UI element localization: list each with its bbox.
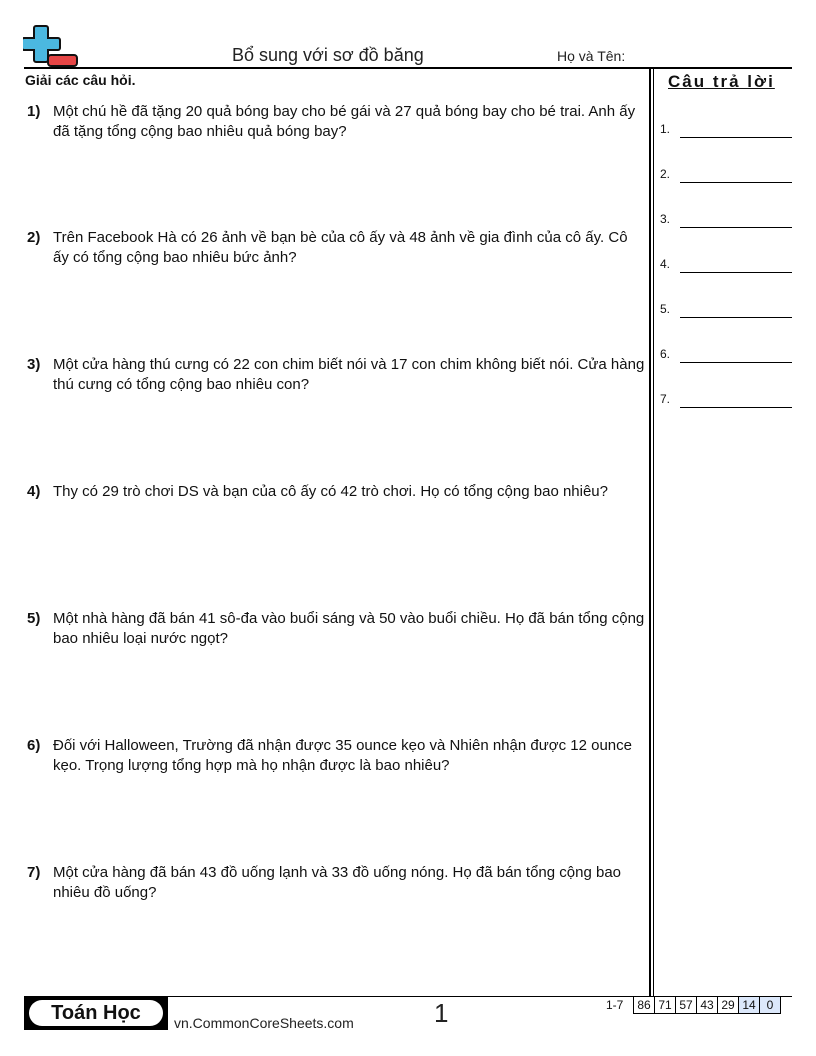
answer-field-4[interactable] [660,257,792,273]
answer-field-6[interactable] [660,347,792,363]
question-3 [27,355,647,395]
question-number: 1) [27,103,41,120]
score-cell-highlighted: 0 [760,997,781,1014]
question-number: 5) [27,610,41,627]
page-number: 1 [434,998,449,1028]
answer-field-7[interactable] [660,392,792,408]
score-cell-highlighted: 14 [739,997,760,1014]
question-6 [27,736,647,776]
question-1 [27,102,647,142]
score-table [633,997,781,1014]
answer-field-1[interactable] [660,122,792,138]
answer-field-2[interactable] [660,167,792,183]
answer-field-5[interactable] [660,302,792,318]
question-text: Một cửa hàng đã bán 43 đồ uống lạnh và 33 đồ uống nóng. Họ đã bán tổng cộng bao nhiêu đồ uống? [53,864,622,901]
question-text: Thy có 29 trò chơi DS và bạn của cô ấy có 42 trò chơi. Họ có tổng cộng bao nhiêu? [53,483,608,500]
answer-number: 6. [660,347,671,361]
answer-number: 7. [660,392,671,406]
answer-field-3[interactable] [660,212,792,228]
question-number: 7) [27,864,41,881]
plus-minus-icon [23,24,79,68]
header-divider [24,67,792,69]
answer-line[interactable] [680,362,792,363]
question-7 [27,863,647,903]
score-cell: 57 [676,997,697,1014]
answer-line[interactable] [680,227,792,228]
column-divider-inner [653,69,654,997]
question-2 [27,228,647,268]
question-number: 3) [27,356,41,373]
answer-line[interactable] [680,317,792,318]
answer-line[interactable] [680,182,792,183]
answer-line[interactable] [680,137,792,138]
question-4 [27,482,647,502]
score-cell: 29 [718,997,739,1014]
name-label: Họ và Tên: [557,48,626,64]
brand-badge [24,997,168,1030]
answer-number: 4. [660,257,671,271]
question-number: 6) [27,737,41,754]
answer-line[interactable] [680,272,792,273]
score-cell: 86 [634,997,655,1014]
answers-title: Câu trả lời [668,72,775,91]
instructions: Giải các câu hỏi. [25,72,136,88]
question-text: Một nhà hàng đã bán 41 sô-đa vào buổi sáng và 50 vào buổi chiều. Họ đã bán tổng cộng bao nhiêu loại nước ngọt? [53,610,645,647]
site-url: vn.CommonCoreSheets.com [174,1015,354,1031]
answer-number: 3. [660,212,671,226]
column-divider [649,69,651,997]
answer-number: 2. [660,167,671,181]
question-5 [27,609,647,649]
score-range: 1-7 [606,998,624,1012]
question-text: Trên Facebook Hà có 26 ảnh về bạn bè của cô ấy và 48 ảnh về gia đình của cô ấy. Cô ấy có tổng cộng bao nhiêu bức ảnh? [53,229,628,266]
answer-number: 1. [660,122,671,136]
question-number: 4) [27,483,41,500]
answer-line[interactable] [680,407,792,408]
page-title: Bổ sung với sơ đồ băng [232,45,424,65]
question-text: Một cửa hàng thú cưng có 22 con chim biết nói và 17 con chim không biết nói. Cửa hàng thú cưng có tổng cộng bao nhiêu con? [53,356,645,393]
brand-label: Toán Học [29,1000,163,1026]
question-text: Đối với Halloween, Trường đã nhận được 35 ounce kẹo và Nhiên nhận được 12 ounce kẹo. Trọng lượng tổng hợp mà họ nhận được là bao nhiêu? [53,737,632,774]
question-text: Một chú hề đã tặng 20 quả bóng bay cho bé gái và 27 quả bóng bay cho bé trai. Anh ấy đã tặng tổng cộng bao nhiêu quả bóng bay? [53,103,636,140]
question-number: 2) [27,229,41,246]
answer-number: 5. [660,302,671,316]
score-cell: 71 [655,997,676,1014]
score-cell: 43 [697,997,718,1014]
